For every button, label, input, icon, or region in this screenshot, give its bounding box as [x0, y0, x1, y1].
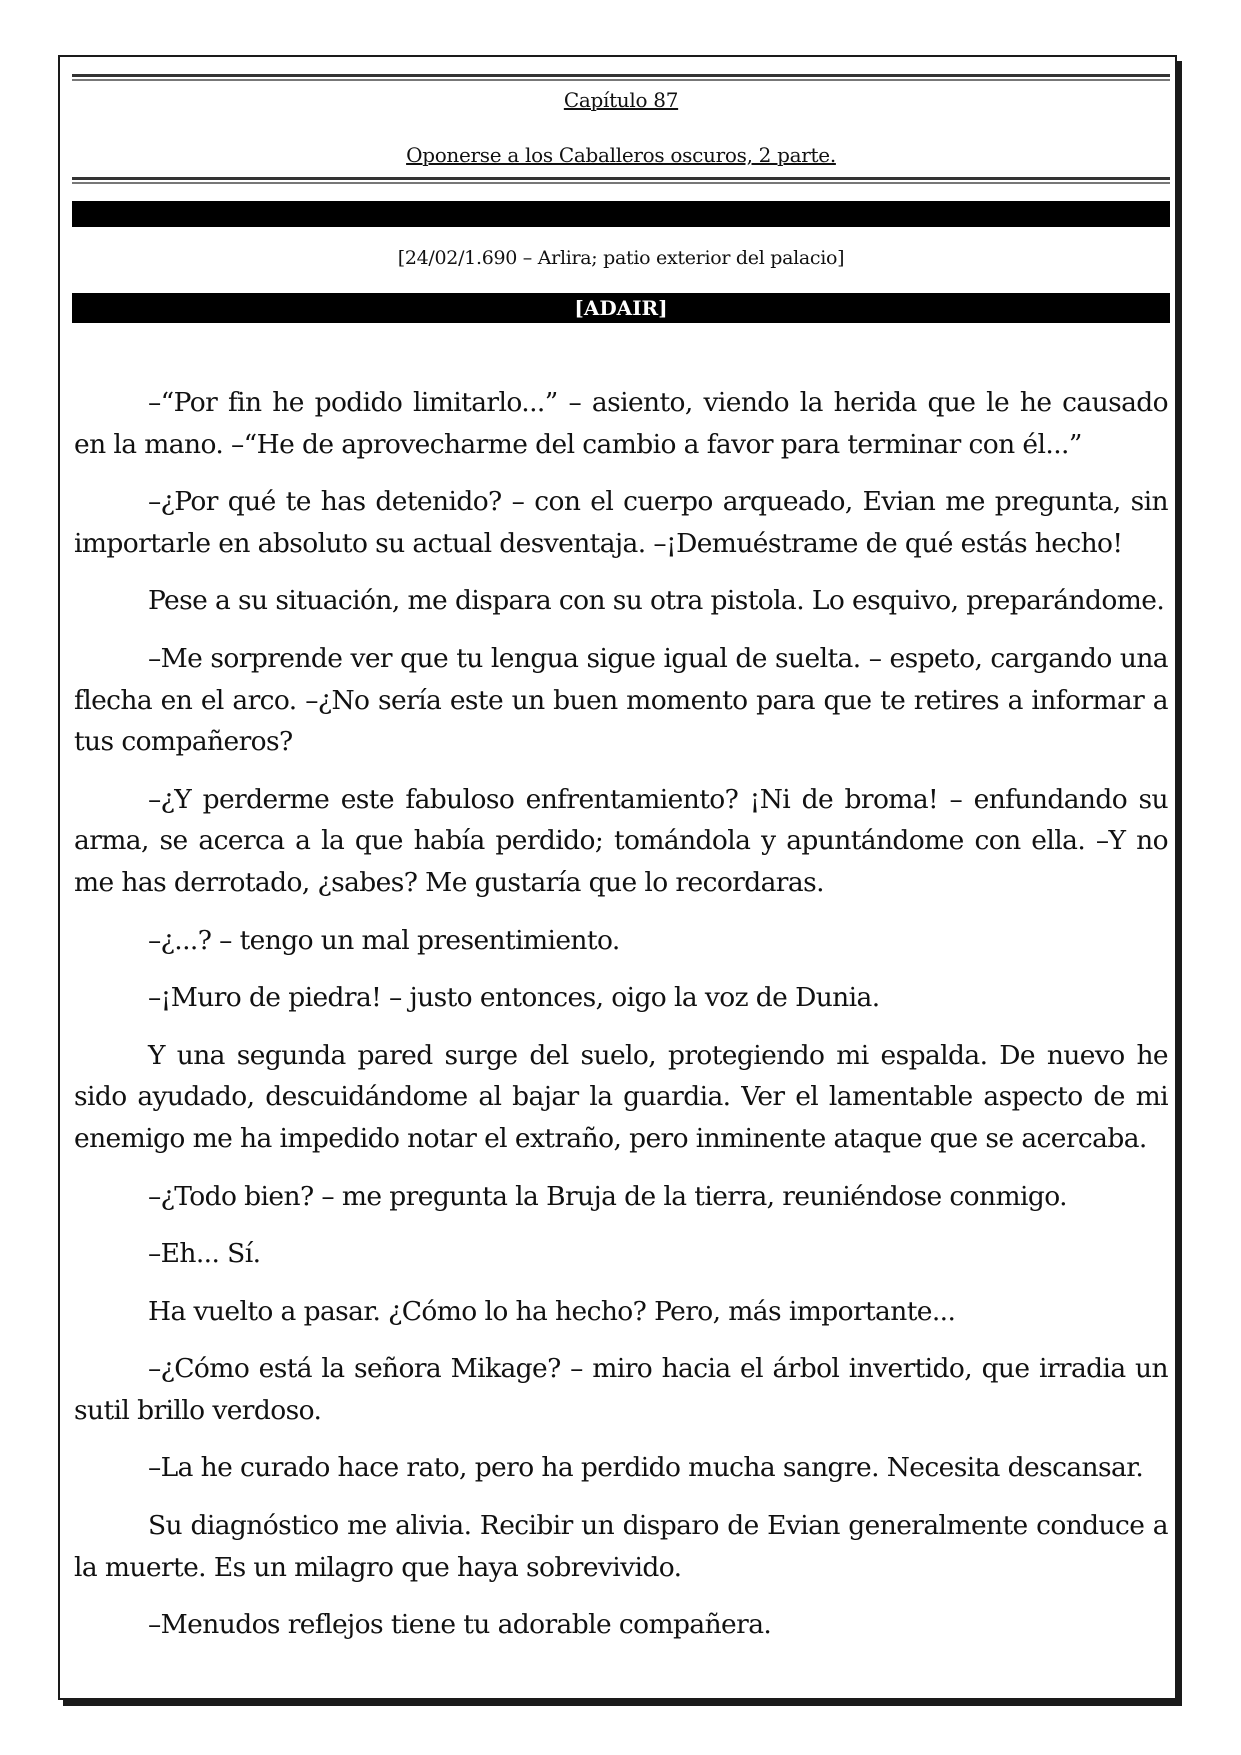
paragraph: –¿Y perderme este fabuloso enfrentamiento? ¡Ni de broma! – enfundando su arma, se acerca a la que había perdido; tomándola y apuntándome con ella. –Y no me has derrotado, ¿sabes? Me gustaría que lo recordaras. — [74, 783, 1168, 898]
pov-bar: [ADAIR] — [72, 293, 1170, 323]
paragraph: –¡Muro de piedra! – justo entonces, oigo la voz de Dunia. — [148, 982, 880, 1014]
paragraph: –Eh... Sí. — [148, 1238, 261, 1270]
header-rule-bottom — [72, 177, 1170, 184]
chapter-title: Oponerse a los Caballeros oscuros, 2 parte. — [406, 143, 836, 167]
paragraph: Su diagnóstico me alivia. Recibir un disparo de Evian generalmente conduce a la muerte. Es un milagro que haya sobrevivido. — [74, 1510, 1168, 1583]
paragraph: Pese a su situación, me dispara con su otra pistola. Lo esquivo, preparándome. — [148, 585, 1165, 617]
paragraph: Y una segunda pared surge del suelo, protegiendo mi espalda. De nuevo he sido ayudado, descuidándome al bajar la guardia. Ver el lamentable aspecto de mi enemigo me ha impedido notar el extraño, pero inminente ataque que se acercaba. — [74, 1039, 1168, 1154]
paragraph: –¿Cómo está la señora Mikage? – miro hacia el árbol invertido, que irradia un sutil brillo verdoso. — [74, 1353, 1168, 1426]
chapter-number: Capítulo 87 — [563, 88, 679, 112]
section-divider-bar — [72, 201, 1170, 227]
paragraph: –¿Por qué te has detenido? – con el cuerpo arqueado, Evian me pregunta, sin importarle en absoluto su actual desventaja. –¡Demuéstrame de qué estás hecho! — [74, 486, 1168, 559]
paragraph: –Me sorprende ver que tu lengua sigue igual de suelta. – espeto, cargando una flecha en el arco. –¿No sería este un buen momento para que te retires a informar a tus compañeros? — [74, 642, 1168, 758]
chapter-body — [74, 382, 1168, 1662]
header-rule-top — [72, 74, 1170, 81]
paragraph: –¿Todo bien? – me pregunta la Bruja de la tierra, reuniéndose conmigo. — [148, 1180, 1067, 1212]
scene-info: [24/02/1.690 – Arlira; patio exterior del palacio] — [397, 247, 845, 269]
paragraph: –“Por fin he podido limitarlo...” – asiento, viendo la herida que le he causado en la mano. –“He de aprovecharme del cambio a favor para terminar con él...” — [74, 387, 1168, 460]
paragraph: –Menudos reflejos tiene tu adorable compañera. — [148, 1609, 772, 1641]
paragraph: –¿...? – tengo un mal presentimiento. — [148, 924, 620, 956]
paragraph: Ha vuelto a pasar. ¿Cómo lo ha hecho? Pero, más importante... — [148, 1295, 956, 1327]
paragraph: –La he curado hace rato, pero ha perdido mucha sangre. Necesita descansar. — [148, 1452, 1144, 1484]
